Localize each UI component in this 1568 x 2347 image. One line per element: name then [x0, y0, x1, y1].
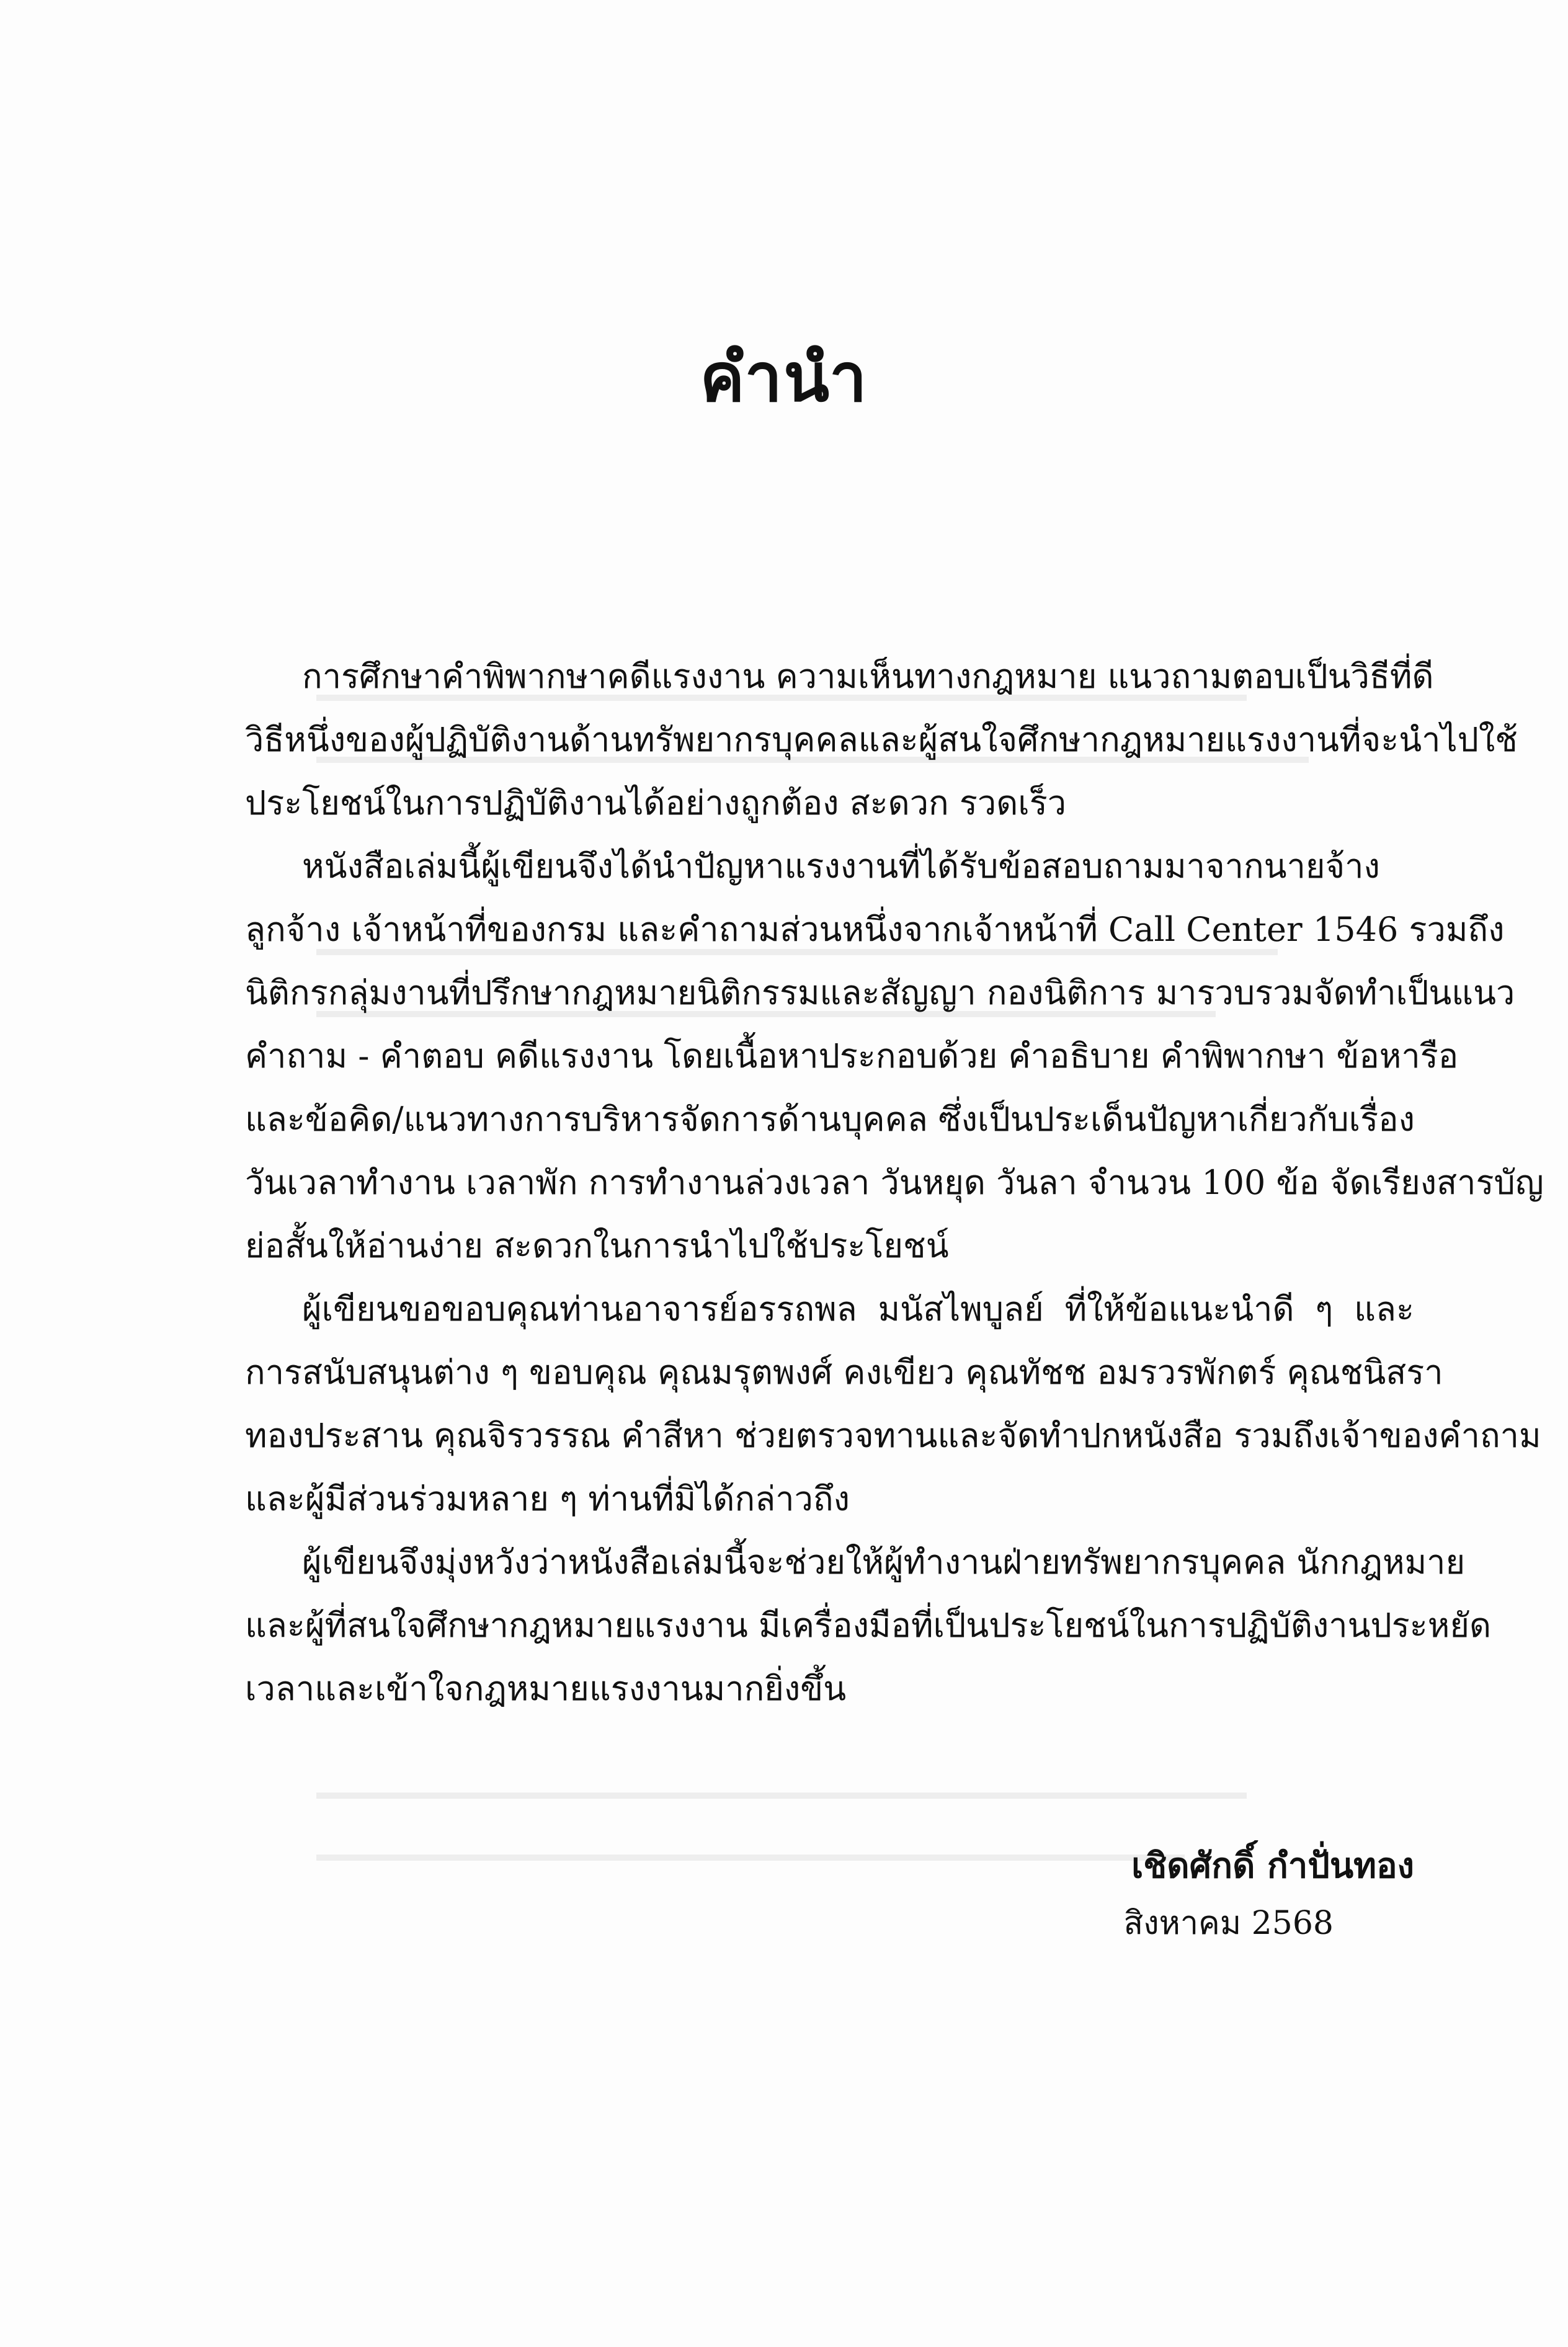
text-line: วิธีหนึ่งของผู้ปฏิบัติงานด้านทรัพยากรบุคคลและผู้สนใจศึกษากฎหมายแรงงานที่จะนำไปใช้: [245, 720, 1518, 759]
signature-date: สิงหาคม 2568: [1123, 1905, 1334, 1942]
preface-body: [245, 645, 1544, 1721]
text-line: นิติกรกลุ่มงานที่ปรึกษากฎหมายนิติกรรมและสัญญา กองนิติการ มารวบรวมจัดทำเป็นแนว: [245, 973, 1515, 1012]
text-line: การสนับสนุนต่าง ๆ ขอบคุณ คุณมรุตพงศ์ คงเขียว คุณทัชช อมรวรพักตร์ คุณชนิสรา: [245, 1353, 1443, 1392]
text-line: และผู้มีส่วนร่วมหลาย ๆ ท่านที่มิได้กล่าวถึง: [245, 1479, 850, 1518]
text-line: คำถาม - คำตอบ คดีแรงงาน โดยเนื้อหาประกอบด้วย คำอธิบาย คำพิพากษา ข้อหารือ: [245, 1036, 1459, 1076]
text-line: และข้อคิด/แนวทางการบริหารจัดการด้านบุคคล ซึ่งเป็นประเด็นปัญหาเกี่ยวกับเรื่อง: [245, 1100, 1415, 1139]
text-line: ประโยชน์ในการปฏิบัติงานได้อย่างถูกต้อง สะดวก รวดเร็ว: [245, 783, 1067, 822]
text-line: เวลาและเข้าใจกฎหมายแรงงานมากยิ่งขึ้น: [245, 1669, 847, 1708]
paragraph-2: [245, 835, 1544, 1278]
signature-block: [980, 1836, 1414, 1951]
text-line: ผู้เขียนจึงมุ่งหวังว่าหนังสือเล่มนี้จะช่วยให้ผู้ทำงานฝ่ายทรัพยากรบุคคล นักกฎหมาย: [302, 1543, 1466, 1582]
text-line: ทองประสาน คุณจิรวรรณ คำสีหา ช่วยตรวจทานและจัดทำปกหนังสือ รวมถึงเจ้าของคำถาม: [245, 1416, 1541, 1455]
paragraph-1: [245, 645, 1518, 835]
text-line: ย่อสั้นให้อ่านง่าย สะดวกในการนำไปใช้ประโยชน์: [245, 1226, 949, 1265]
text-line: วันเวลาทำงาน เวลาพัก การทำงานล่วงเวลา วันหยุด วันลา จำนวน 100 ข้อ จัดเรียงสารบัญ: [245, 1163, 1544, 1202]
text-line: การศึกษาคำพิพากษาคดีแรงงาน ความเห็นทางกฎหมาย แนวถามตอบเป็นวิธีที่ดี: [302, 657, 1434, 696]
text-line: ผู้เขียนขอขอบคุณท่านอาจารย์อรรถพล มนัสไพบูลย์ ที่ให้ข้อแนะนำดี ๆ และ: [302, 1289, 1414, 1329]
text-line: หนังสือเล่มนี้ผู้เขียนจึงได้นำปัญหาแรงงานที่ได้รับข้อสอบถามมาจากนายจ้าง: [302, 847, 1380, 886]
text-line: และผู้ที่สนใจศึกษากฎหมายแรงงาน มีเครื่องมือที่เป็นประโยชน์ในการปฏิบัติงานประหยัด: [245, 1606, 1492, 1645]
paragraph-3: [245, 1278, 1541, 1531]
text-line: ลูกจ้าง เจ้าหน้าที่ของกรม และคำถามส่วนหนึ่งจากเจ้าหน้าที่ Call Center 1546 รวมถึง: [245, 910, 1505, 949]
paragraph-4: [245, 1531, 1492, 1721]
author-name: เชิดศักดิ์ กำปั่นทอง: [1131, 1845, 1414, 1886]
page-title: คำนำ: [700, 339, 868, 417]
